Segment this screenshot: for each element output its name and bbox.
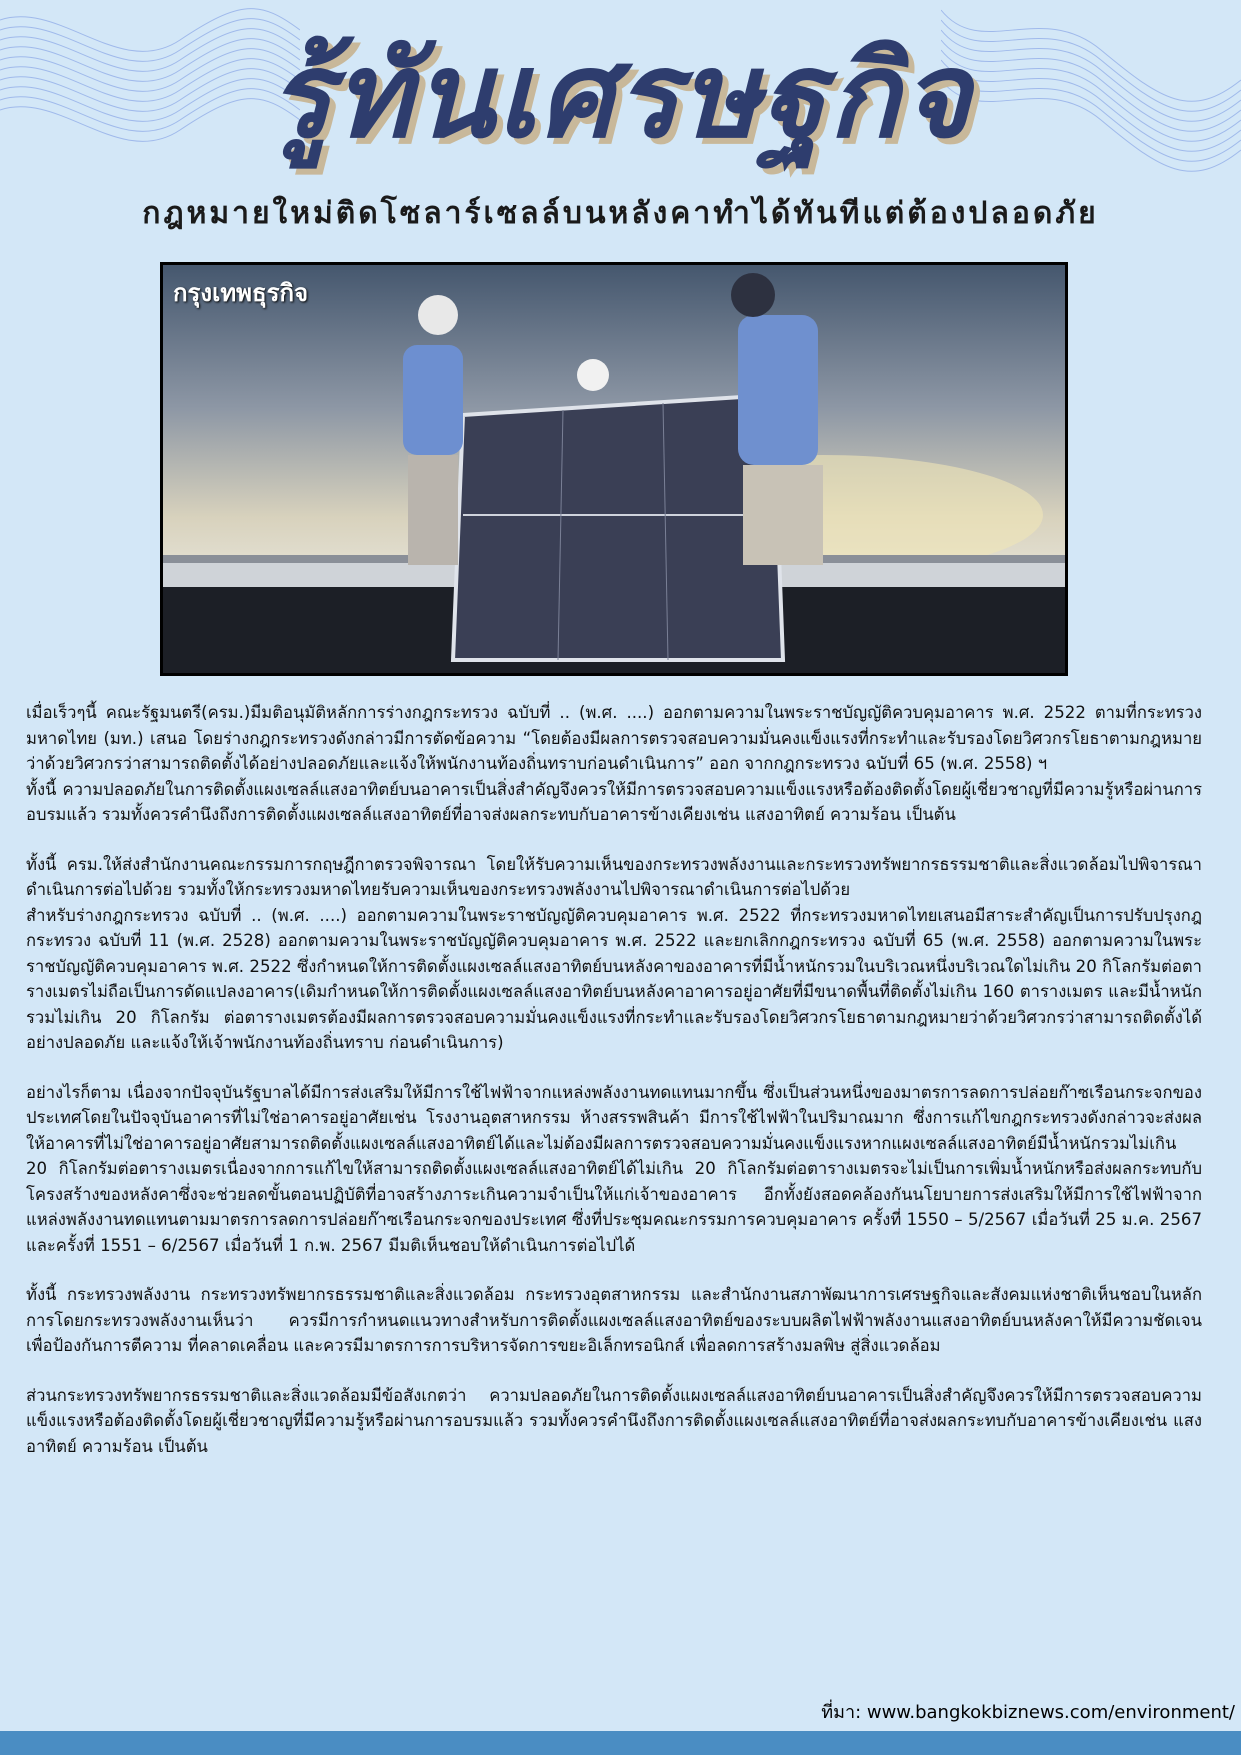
article-paragraph: เมื่อเร็วๆนี้ คณะรัฐมนตรี(ครม.)มีมติอนุมัติหลักการร่างกฎกระทรวง ฉบับที่ .. (พ.ศ. ....) ออกตามความในพระราชบัญญัติควบคุมอาคาร พ.ศ. 2522 ตามที่กระทรวงมหาดไทย (มท.) เสนอ โดยร่างกฎกระทรวงดังกล่าวมีการตัดข้อความ “โดยต้องมีผลการตรวจสอบความมั่นคงแข็งแรงที่กระทำและรับรองโดยวิศวกรโยธาตามกฎหมายว่าด้วยวิศวกรว่าสามารถติดตั้งได้อย่างปลอดภัยและแจ้งให้พนักงานท้องถิ่นทราบก่อนดำเนินการ” ออก จากกฎกระทรวง ฉบับที่ 65 (พ.ศ. 2558) ฯ	[26, 703, 1202, 773]
bottom-bar	[0, 1731, 1241, 1755]
photo-illustration	[163, 265, 1065, 673]
article-paragraph: สำหรับร่างกฎกระทรวง ฉบับที่ .. (พ.ศ. ....) ออกตามความในพระราชบัญญัติควบคุมอาคาร พ.ศ. 2522 ที่กระทรวงมหาดไทยเสนอมีสาระสำคัญเป็นการปรับปรุงกฎกระทรวง ฉบับที่ 11 (พ.ศ. 2528) ออกตามความในพระราชบัญญัติควบคุมอาคาร พ.ศ. 2522 และยกเลิกกฎกระทรวง ฉบับที่ 65 (พ.ศ. 2558) ออกตามความในพระราชบัญญัติควบคุมอาคาร พ.ศ. 2522 ซึ่งกำหนดให้การติดตั้งแผงเซลล์แสงอาทิตย์บนหลังคาของอาคารที่มีน้ำหนักรวมในบริเวณหนึ่งบริเวณใดไม่เกิน 20 กิโลกรัมต่อตารางเมตรไม่ถือเป็นการดัดแปลงอาคาร(เดิมกำหนดให้การติดตั้งแผงเซลล์แสงอาทิตย์บนหลังคาอาคารอยู่อาศัยที่มีขนาดพื้นที่ติดตั้งไม่เกิน 160 ตารางเมตร และมีน้ำหนักรวมไม่เกิน 20 กิโลกรัม ต่อตารางเมตรต้องมีผลการตรวจสอบความมั่นคงแข็งแรงที่กระทำและรับรองโดยวิศวกรโยธาตามกฎหมายว่าด้วยวิศวกรว่าสามารถติดตั้งได้อย่างปลอดภัย และแจ้งให้เจ้าพนักงานท้องถิ่นทราบ ก่อนดำเนินการ)	[26, 905, 1202, 1052]
article-paragraph: ส่วนกระทรวงทรัพยากรธรรมชาติและสิ่งแวดล้อมมีข้อสังเกตว่า ความปลอดภัยในการติดตั้งแผงเซลล์แสงอาทิตย์บนอาคารเป็นสิ่งสำคัญจึงควรให้มีการตรวจสอบความแข็งแรงหรือต้องติดตั้งโดยผู้เชี่ยวชาญที่มีความรู้หรือผ่านการอบรมแล้ว รวมทั้งควรคำนึงถึงการติดตั้งแผงเซลล์แสงอาทิตย์ที่อาจส่งผลกระทบกับอาคารข้างเคียงเช่น แสงอาทิตย์ ความร้อน เป็นต้น	[26, 1385, 1202, 1456]
source-link[interactable]: ที่มา: www.bangkokbiznews.com/environment/	[821, 1702, 1235, 1723]
article-paragraph: ทั้งนี้ ครม.ให้ส่งสำนักงานคณะกรรมการกฤษฎีกาตรวจพิจารณา โดยให้รับความเห็นของกระทรวงพลังงานและกระทรวงทรัพยากรธรรมชาติและสิ่งแวดล้อมไปพิจารณาดำเนินการต่อไปด้วย รวมทั้งให้กระทรวงมหาดไทยรับความเห็นของกระทรวงพลังงานไปพิจารณาดำเนินการต่อไปด้วย	[26, 854, 1202, 899]
article-body	[26, 700, 1202, 1459]
article-headline: กฎหมายใหม่ติดโซลาร์เซลล์บนหลังคาทำได้ทันทีแต่ต้องปลอดภัย	[142, 196, 1099, 231]
masthead-title: รู้ทันเศรษฐกิจ	[268, 26, 973, 164]
photo-credit-logo: กรุงเทพธุรกิจ	[173, 279, 309, 307]
solar-panel-photo	[160, 262, 1068, 676]
article-paragraph: อย่างไรก็ตาม เนื่องจากปัจจุบันรัฐบาลได้มีการส่งเสริมให้มีการใช้ไฟฟ้าจากแหล่งพลังงานทดแทนมากขึ้น ซึ่งเป็นส่วนหนึ่งของมาตรการลดการปล่อยก๊าซเรือนกระจกของประเทศโดยในปัจจุบันอาคารที่ไม่ใช่อาคารอยู่อาศัยเช่น โรงงานอุตสาหกรรม ห้างสรรพสินค้า มีการใช้ไฟฟ้าในปริมาณมาก ซึ่งการแก้ไขกฎกระทรวงดังกล่าวจะส่งผลให้อาคารที่ไม่ใช่อาคารอยู่อาศัยสามารถติดตั้งแผงเซลล์แสงอาทิตย์ได้และไม่ต้องมีผลการตรวจสอบความมั่นคงแข็งแรงหากแผงเซลล์แสงอาทิตย์มีน้ำหนักรวมไม่เกิน 20 กิโลกรัมต่อตารางเมตรเนื่องจากการแก้ไขให้สามารถติดตั้งแผงเซลล์แสงอาทิตย์ได้ไม่เกิน 20 กิโลกรัมต่อตารางเมตรจะไม่เป็นการเพิ่มน้ำหนักหรือส่งผลกระทบกับโครงสร้างของหลังคาซึ่งจะช่วยลดขั้นตอนปฏิบัติที่อาจสร้างภาระเกินความจำเป็นให้แก่เจ้าของอาคาร อีกทั้งยังสอดคล้องกันนโยบายการส่งเสริมให้มีการใช้ไฟฟ้าจากแหล่งพลังงานทดแทนตามมาตรการลดการปล่อยก๊าซเรือนกระจกของประเทศ ซึ่งที่ประชุมคณะกรรมการควบคุมอาคาร ครั้งที่ 1550 – 5/2567 เมื่อวันที่ 25 ม.ค. 2567 และครั้งที่ 1551 – 6/2567 เมื่อวันที่ 1 ก.พ. 2567 มีมติเห็นชอบให้ดำเนินการต่อไปได้	[26, 1082, 1202, 1255]
article-paragraph: ทั้งนี้ กระทรวงพลังงาน กระทรวงทรัพยากรธรรมชาติและสิ่งแวดล้อม กระทรวงอุตสาหกรรม และสำนักงานสภาพัฒนาการเศรษฐกิจและสังคมแห่งชาติเห็นชอบในหลักการโดยกระทรวงพลังงานเห็นว่า ควรมีการกำหนดแนวทางสำหรับการติดตั้งแผงเซลล์แสงอาทิตย์ของระบบผลิตไฟฟ้าพลังงานแสงอาทิตย์บนหลังคาให้มีความชัดเจน เพื่อป้องกันการตีความ ที่คลาดเคลื่อน และควรมีมาตรการการบริหารจัดการขยะอิเล็กทรอนิกส์ เพื่อลดการสร้างมลพิษ สู่สิ่งแวดล้อม	[26, 1285, 1202, 1355]
article-paragraph: ทั้งนี้ ความปลอดภัยในการติดตั้งแผงเซลล์แสงอาทิตย์บนอาคารเป็นสิ่งสำคัญจึงควรให้มีการตรวจสอบความแข็งแรงหรือต้องติดตั้งโดยผู้เชี่ยวชาญที่มีความรู้หรือผ่านการอบรมแล้ว รวมทั้งควรคำนึงถึงการติดตั้งแผงเซลล์แสงอาทิตย์ที่อาจส่งผลกระทบกับอาคารข้างเคียงเช่น แสงอาทิตย์ ความร้อน เป็นต้น	[26, 779, 1202, 824]
